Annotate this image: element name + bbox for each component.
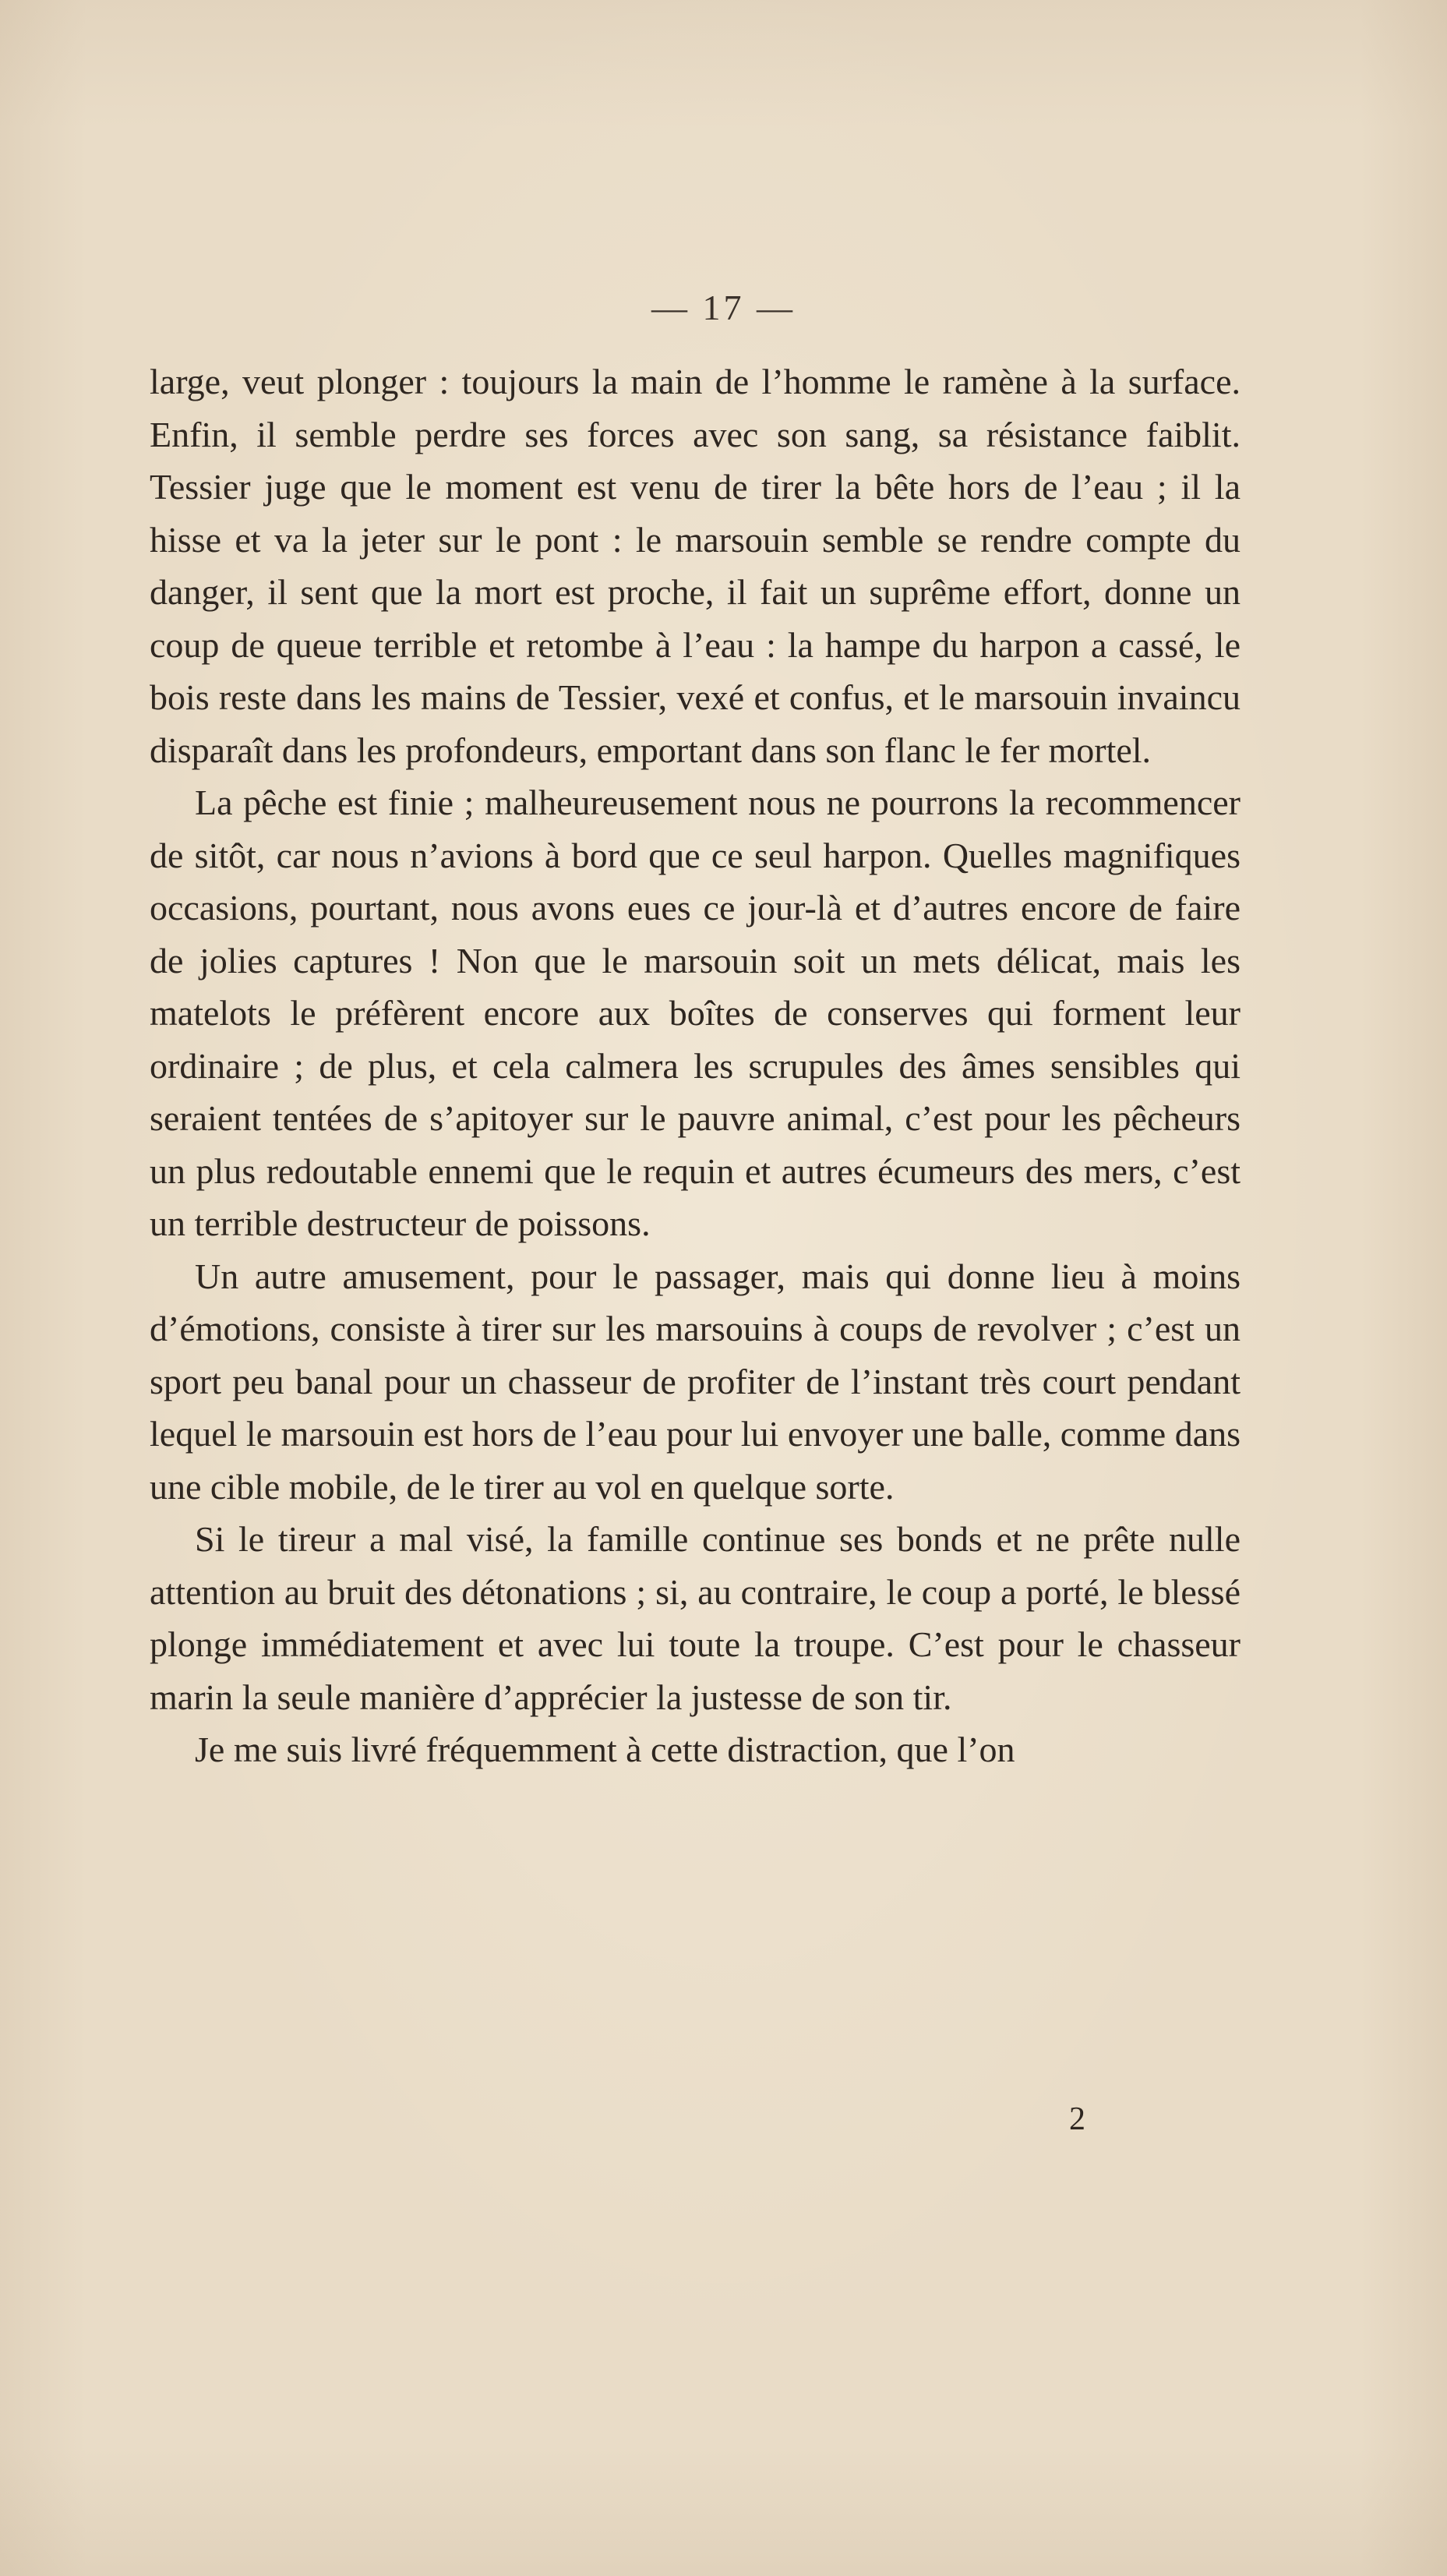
signature-mark: 2 — [1069, 2101, 1085, 2137]
page-number-header: — 17 — — [651, 288, 796, 327]
paragraph-last-line: Je me suis livré fréquemment à cette distraction, que l’on — [195, 1730, 1015, 1769]
paragraph-continuation: large, veut plonger : toujours la main de l’homme le ramène à la surface. Enfin, il semble perdre ses forces avec son sang, sa résistance faiblit. Tessier juge que le moment est venu de tirer la bête hors de l’eau ; il la hisse et va la jeter sur le pont : le marsouin semble se rendre compte du danger, il sent que la mort est proche, il fait un suprême effort, donne un coup de queue terrible et retombe à l’eau : la hampe du harpon a cassé, le bois reste dans les mains de Tessier, vexé et confus, et le marsouin invaincu disparaît dans les profondeurs, emportant dans son flanc le fer mortel. — [150, 362, 1241, 770]
paragraph: Si le tireur a mal visé, la famille continue ses bonds et ne prête nulle attention au bruit des détonations ; si, au contraire, le coup a porté, le blessé plonge immédiatement et avec lui toute la troupe. C’est pour le chasseur marin la seule manière d’apprécier la justesse de son tir. — [150, 1519, 1241, 1717]
body-text — [150, 355, 1241, 1776]
paragraph: La pêche est finie ; malheureusement nous ne pourrons la recommencer de sitôt, car nous n’avions à bord que ce seul harpon. Quelles magnifiques occasions, pourtant, nous avons eues ce jour-là et d’autres encore de faire de jolies captures ! Non que le marsouin soit un mets délicat, mais les matelots le préfèrent encore aux boîtes de conserves qui forment leur ordinaire ; de plus, et cela calmera les scrupules des âmes sensibles qui seraient tentées de s’apitoyer sur le pauvre animal, c’est pour les pêcheurs un plus redoutable ennemi que le requin et autres écumeurs des mers, c’est un terrible destructeur de poissons. — [150, 783, 1241, 1243]
paragraph: Un autre amusement, pour le passager, mais qui donne lieu à moins d’émotions, consiste à tirer sur les marsouins à coups de revolver ; c’est un sport peu banal pour un chasseur de profiter de l’instant très court pendant lequel le marsouin est hors de l’eau pour lui envoyer une balle, comme dans une cible mobile, de le tirer au vol en quelque sorte. — [150, 1256, 1241, 1507]
